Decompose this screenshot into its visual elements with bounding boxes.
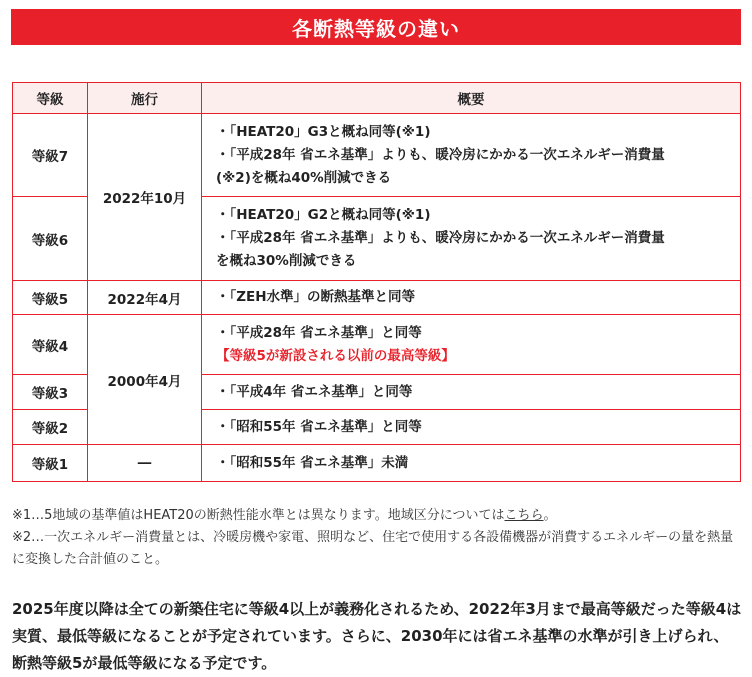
body-paragraph: 2025年度以降は全ての新築住宅に等級4以上が義務化されるため、2022年3月まで最高等級だった等級4は実質、最低等級になることが予定されています。さらに、2030年には省エネ基準の水準が引き上げられ、断熱等級5が最低等級になる予定です。 (12, 600, 742, 672)
summary-cell (202, 315, 741, 375)
summary-cell (202, 114, 741, 197)
grade-cell: 等級6 (13, 197, 88, 281)
summary-line: ・「平成28年 省エネ基準」と同等 (216, 324, 422, 341)
date-cell: 2022年10月 (88, 114, 202, 281)
footnote-2: ※2…一次エネルギー消費量とは、冷暖房機や家電、照明など、住宅で使用する各設備機器が消費するエネルギーの量を熱量に変換した合計値のこと。 (12, 530, 734, 567)
insulation-grade-table (12, 82, 741, 482)
summary-cell (202, 445, 741, 482)
footnotes (12, 505, 742, 571)
table-row-grade7 (13, 114, 741, 197)
grade-cell: 等級2 (13, 410, 88, 445)
table-header-row (13, 83, 741, 114)
table-row-grade1 (13, 445, 741, 482)
header-date: 施行 (88, 83, 202, 114)
header-grade: 等級 (13, 83, 88, 114)
summary-cell (202, 281, 741, 315)
highlight-note: 【等級5が新設される以前の最高等級】 (216, 347, 455, 364)
summary-line: ・「昭和55年 省エネ基準」と同等 (216, 418, 422, 435)
summary-cell (202, 375, 741, 410)
summary-cell (202, 197, 741, 281)
grade-cell: 等級4 (13, 315, 88, 375)
table-row-grade4 (13, 315, 741, 375)
date-cell: 2022年4月 (88, 281, 202, 315)
grade-cell: 等級3 (13, 375, 88, 410)
summary-line: ・「HEAT20」G3と概ね同等(※1) (216, 123, 431, 140)
table-row-grade5 (13, 281, 741, 315)
page-title: 各断熱等級の違い (11, 9, 741, 45)
summary-line: を概ね30%削減できる (216, 253, 357, 269)
summary-line: ・「平成4年 省エネ基準」と同等 (216, 383, 413, 400)
grade-cell: 等級1 (13, 445, 88, 482)
header-summary: 概要 (202, 83, 741, 114)
footnote-1-end: 。 (543, 508, 557, 523)
summary-line: (※2)を概ね40%削減できる (216, 169, 392, 186)
footnote-1-text: ※1…5地域の基準値はHEAT20の断熱性能水準とは異なります。地域区分については (12, 508, 505, 523)
grade-cell: 等級5 (13, 281, 88, 315)
summary-line: ・「ZEH水準」の断熱基準と同等 (216, 289, 416, 305)
summary-line: ・「平成28年 省エネ基準」よりも、暖冷房にかかる一次エネルギー消費量 (216, 230, 665, 246)
summary-line: ・「HEAT20」G2と概ね同等(※1) (216, 207, 431, 223)
summary-cell (202, 410, 741, 445)
date-cell: 2000年4月 (88, 315, 202, 445)
summary-line: ・「平成28年 省エネ基準」よりも、暖冷房にかかる一次エネルギー消費量 (216, 146, 665, 163)
region-link[interactable]: こちら (504, 508, 544, 523)
date-cell: ― (88, 445, 202, 482)
summary-line: ・「昭和55年 省エネ基準」未満 (216, 454, 409, 471)
grade-cell: 等級7 (13, 114, 88, 197)
footnote-1 (12, 505, 742, 527)
